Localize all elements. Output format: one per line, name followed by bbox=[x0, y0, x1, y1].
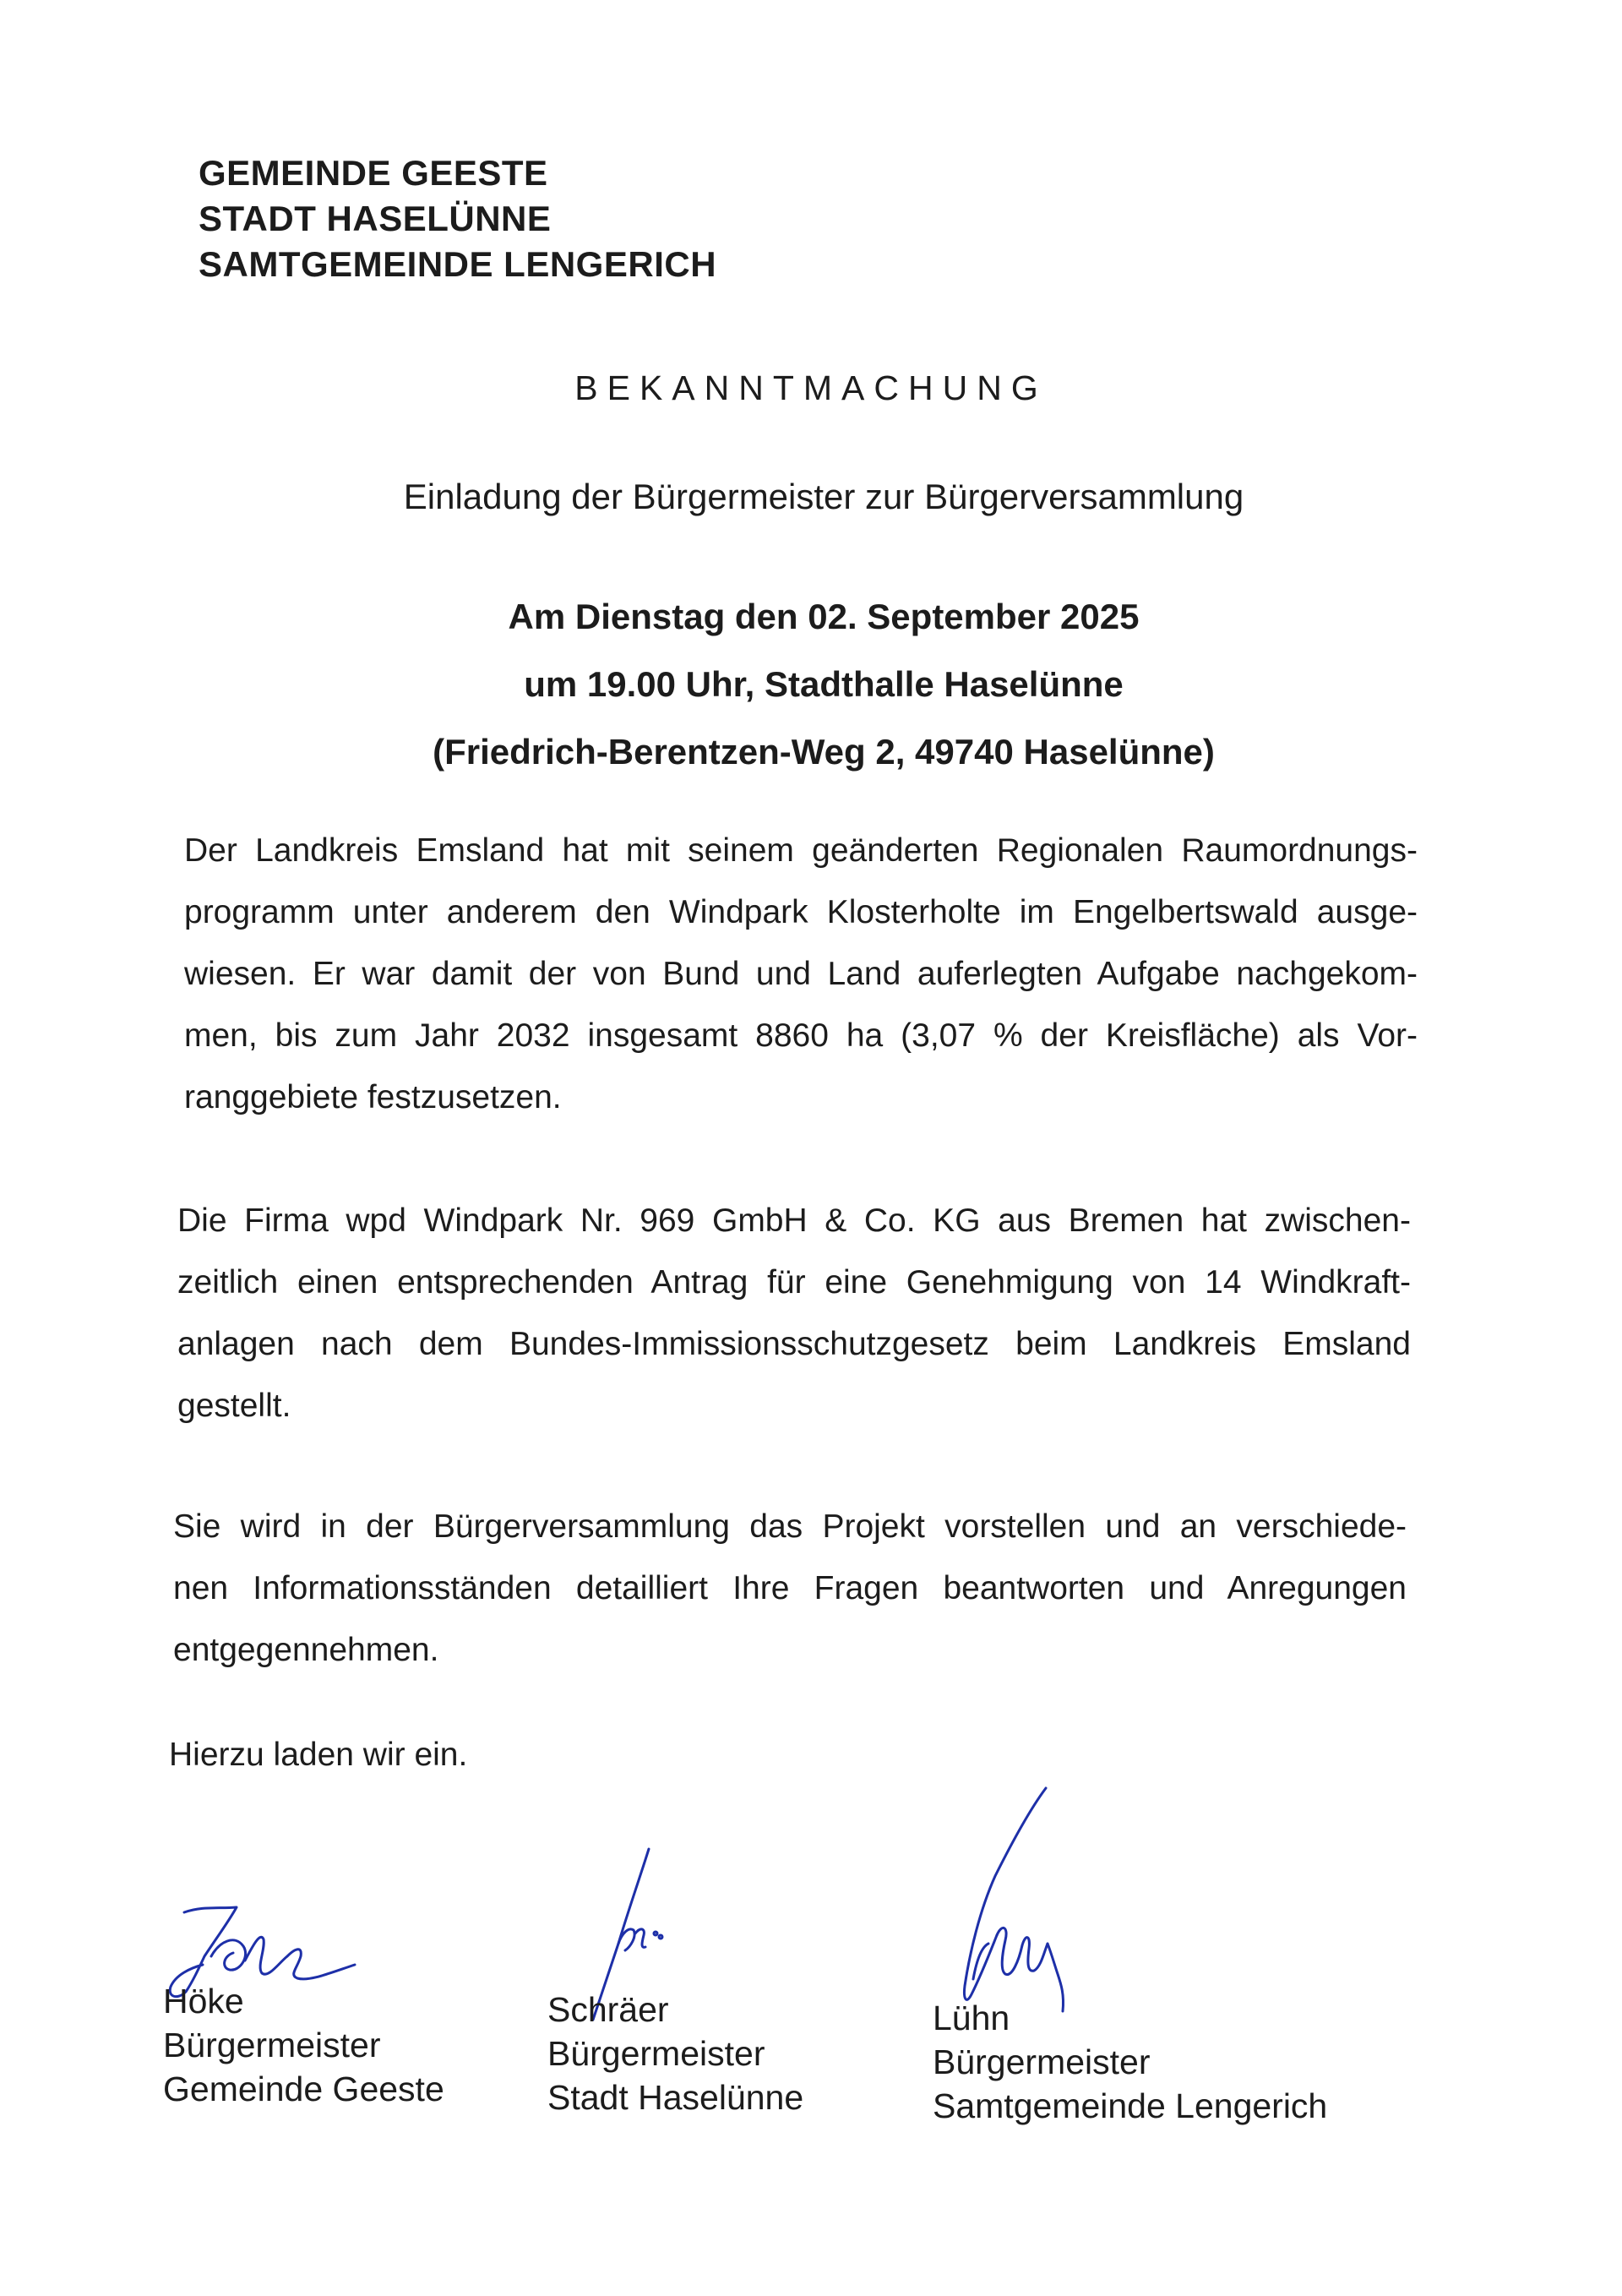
paragraph-application bbox=[177, 1190, 1411, 1437]
signatory-organization: Stadt Haselünne bbox=[547, 2078, 804, 2117]
signatory-role: Bürgermeister bbox=[163, 2026, 381, 2064]
signatory-name: Lühn bbox=[933, 1999, 1010, 2037]
paragraph-line: zeitlich einen entsprechenden Antrag für eine Genehmigung von 14 Windkraft- bbox=[177, 1264, 1411, 1301]
signature-block-geeste bbox=[163, 1979, 444, 2111]
paragraph-presentation bbox=[173, 1496, 1407, 1681]
paragraph-line: men, bis zum Jahr 2032 insgesamt 8860 ha (3,07 % der Kreisfläche) als Vor- bbox=[184, 1017, 1418, 1054]
paragraph-line: programm unter anderem den Windpark Klosterholte im Engelbertswald ausge- bbox=[184, 894, 1418, 930]
paragraph-line: entgegennehmen. bbox=[173, 1632, 439, 1668]
paragraph-line: ranggebiete festzusetzen. bbox=[184, 1079, 562, 1115]
header-line-geeste: GEMEINDE GEESTE bbox=[199, 153, 548, 193]
event-address: (Friedrich-Berentzen-Weg 2, 49740 Haselünne) bbox=[433, 732, 1215, 772]
signatory-name: Schräer bbox=[547, 1990, 669, 2029]
event-details bbox=[0, 583, 1622, 786]
signature-block-lengerich bbox=[933, 1996, 1327, 2128]
signatory-role: Bürgermeister bbox=[547, 2034, 765, 2073]
paragraph-line: Sie wird in der Bürgerversammlung das Projekt vorstellen und an verschiede- bbox=[173, 1508, 1407, 1545]
paragraph-line: Die Firma wpd Windpark Nr. 969 GmbH & Co. KG aus Bremen hat zwischen- bbox=[177, 1203, 1411, 1239]
paragraph-line: Der Landkreis Emsland hat mit seinem geänderten Regionalen Raumordnungs- bbox=[184, 832, 1418, 869]
closing-line: Hierzu laden wir ein. bbox=[169, 1737, 468, 1773]
header-line-lengerich: SAMTGEMEINDE LENGERICH bbox=[199, 244, 717, 284]
header-line-haseluenne: STADT HASELÜNNE bbox=[199, 199, 552, 238]
event-time-location: um 19.00 Uhr, Stadthalle Haselünne bbox=[524, 664, 1124, 704]
paragraph-line: wiesen. Er war damit der von Bund und Land auferlegten Aufgabe nachgekom- bbox=[184, 956, 1418, 992]
document-title: BEKANNTMACHUNG bbox=[574, 368, 1048, 407]
paragraph-line: anlagen nach dem Bundes-Immissionsschutzgesetz beim Landkreis Emsland bbox=[177, 1326, 1411, 1362]
event-date: Am Dienstag den 02. September 2025 bbox=[508, 597, 1140, 636]
signatory-organization: Gemeinde Geeste bbox=[163, 2070, 444, 2108]
signatory-name: Höke bbox=[163, 1982, 244, 2021]
municipality-header bbox=[199, 150, 716, 287]
paragraph-line: nen Informationsständen detailliert Ihre Fragen beantworten und Anregungen bbox=[173, 1570, 1407, 1606]
signatory-role: Bürgermeister bbox=[933, 2042, 1151, 2081]
signature-block-haseluenne bbox=[547, 1988, 803, 2119]
paragraph-line: gestellt. bbox=[177, 1388, 291, 1424]
document-subtitle: Einladung der Bürgermeister zur Bürgerversammlung bbox=[403, 477, 1244, 516]
signatory-organization: Samtgemeinde Lengerich bbox=[933, 2086, 1328, 2125]
paragraph-regional-program bbox=[184, 820, 1418, 1128]
